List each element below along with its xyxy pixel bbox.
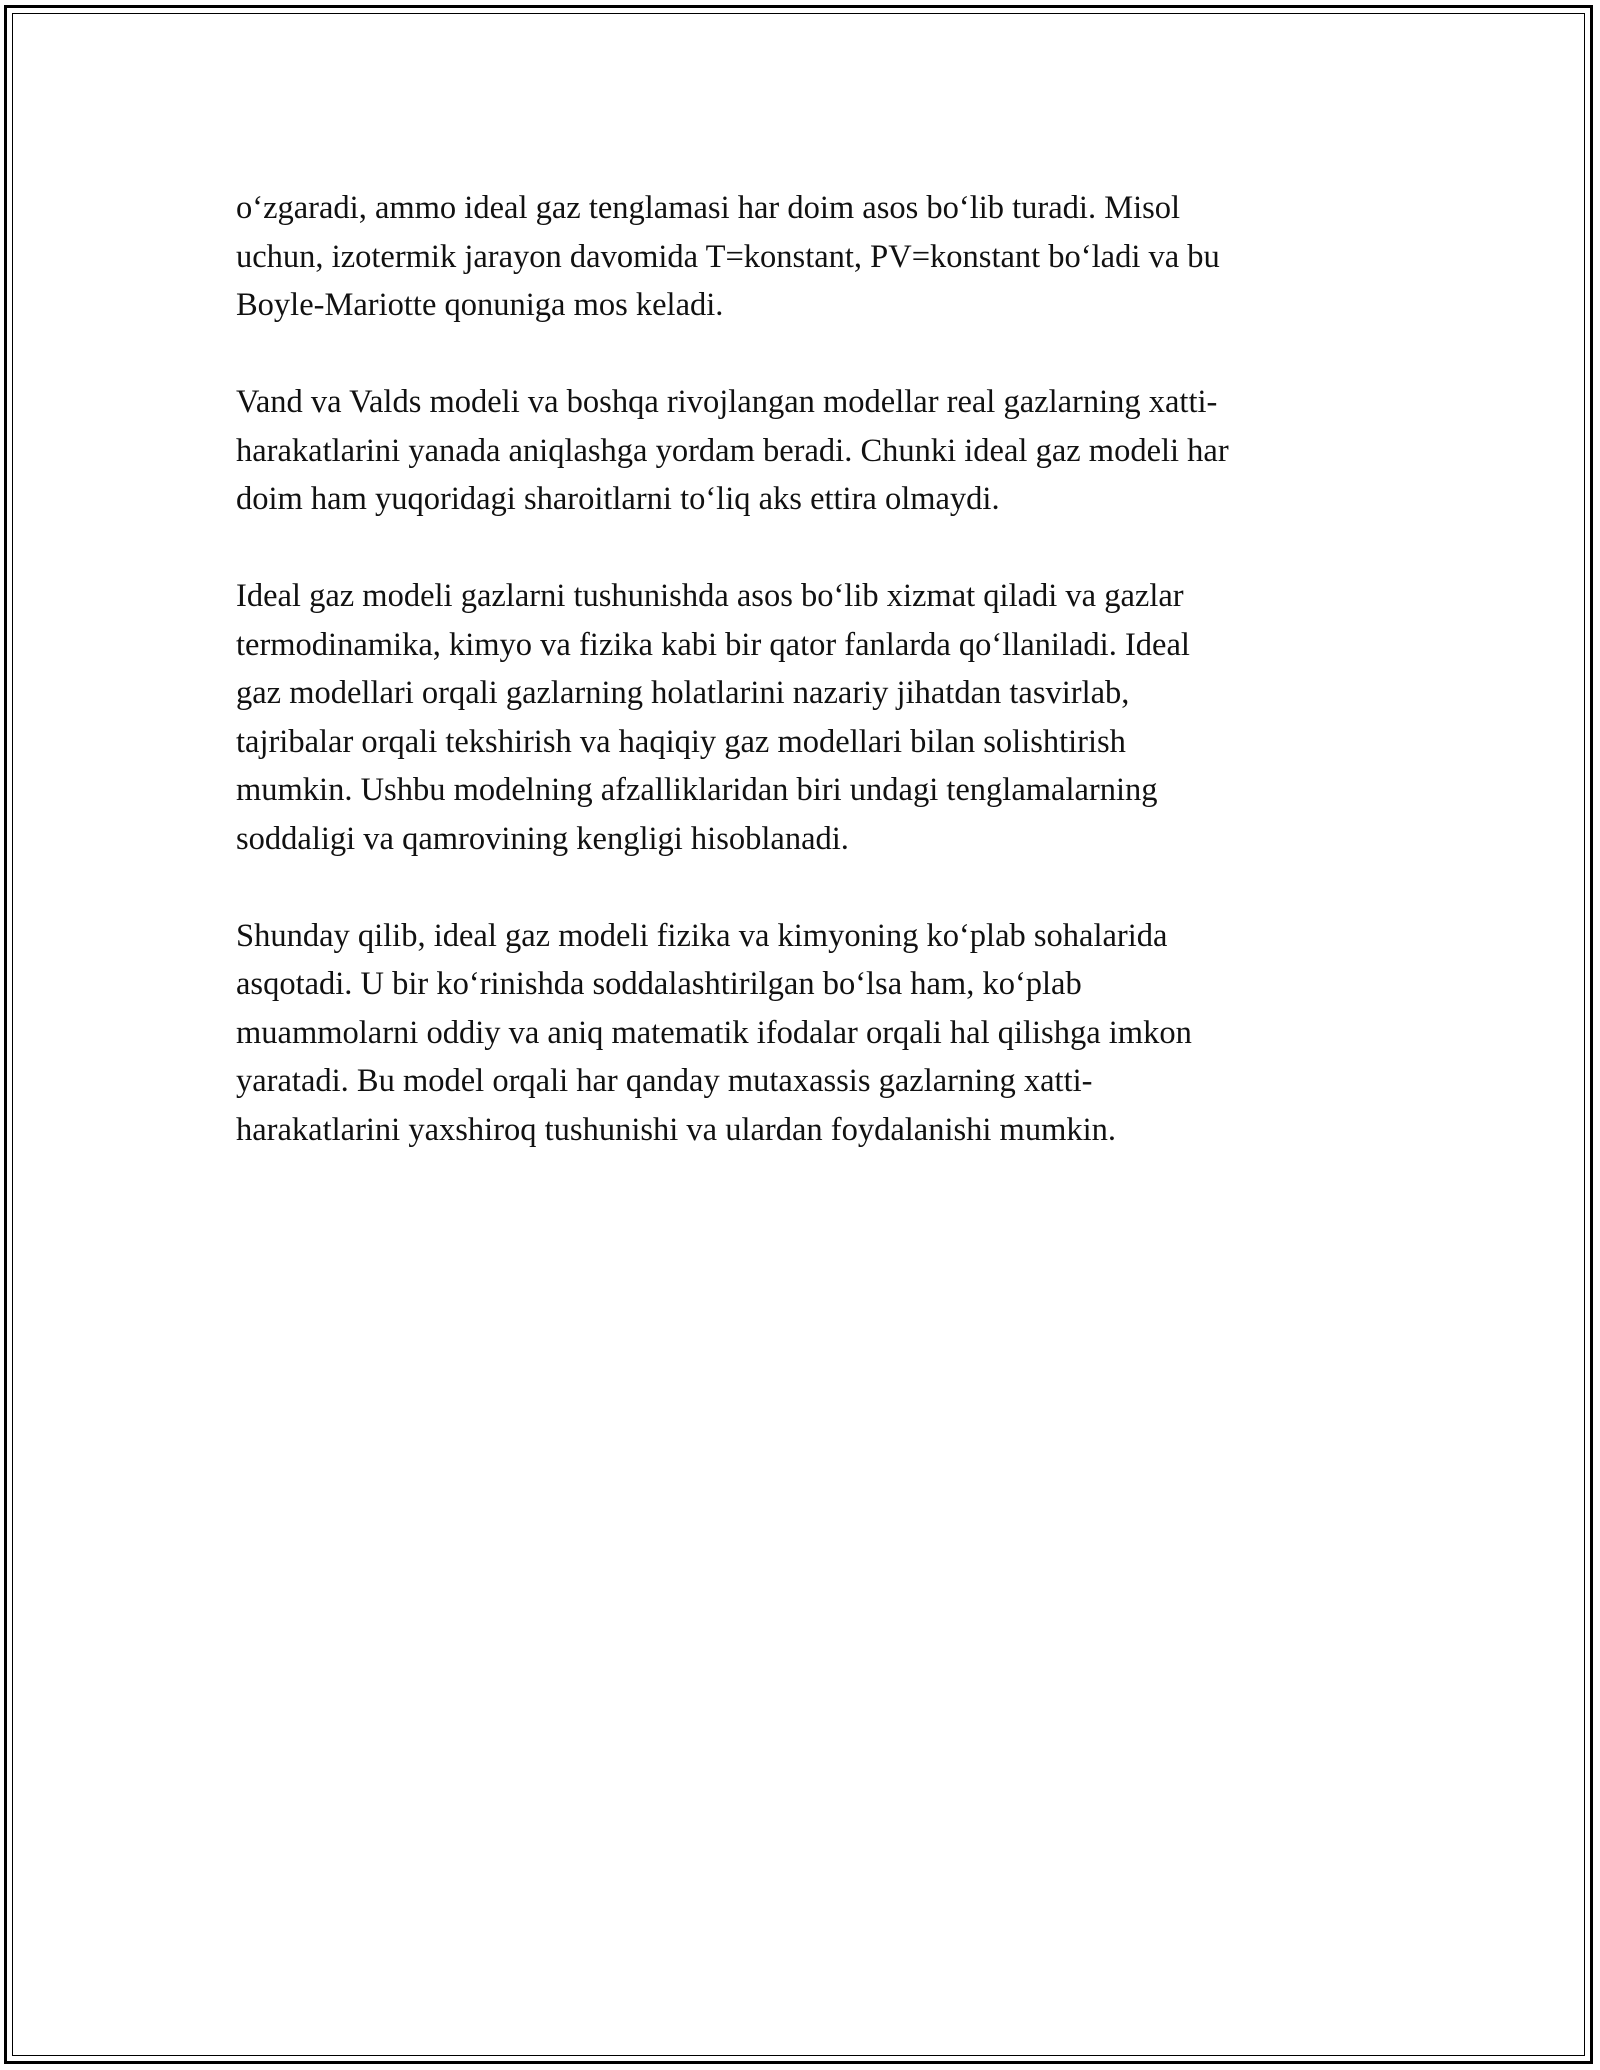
document-body	[236, 184, 1361, 1203]
paragraph-4: Shunday qilib, ideal gaz modeli fizika va kimyoning ko‘plab sohalarida asqotadi. U bir ko‘rinishda soddalashtirilgan bo‘lsa ham, ko‘plab muammolarni oddiy va aniq matematik ifodalar orqali hal qilishga imkon yaratadi. Bu model orqali har qanday mutaxassis gazlarning xatti- harakatlarini yaxshiroq tushunishi va ulardan foydalanishi mumkin.	[236, 917, 1192, 1148]
paragraph-3: Ideal gaz modeli gazlarni tushunishda asos bo‘lib xizmat qiladi va gazlar termodinamika, kimyo va fizika kabi bir qator fanlarda qo‘llaniladi. Ideal gaz modellari orqali gazlarning holatlarini nazariy jihatdan tasvirlab, tajribalar orqali tekshirish va haqiqiy gaz modellari bilan solishtirish mumkin. Ushbu modelning afzalliklaridan biri undagi tenglamalarning soddaligi va qamrovining kengligi hisoblanadi.	[236, 578, 1190, 857]
paragraph-1: o‘zgaradi, ammo ideal gaz tenglamasi har doim asos bo‘lib turadi. Misol uchun, izotermik jarayon davomida T=konstant, PV=konstant bo‘ladi va bu Boyle-Mariotte qonuniga mos keladi.	[236, 190, 1220, 323]
paragraph-2: Vand va Valds modeli va boshqa rivojlangan modellar real gazlarning xatti- harakatlarini yanada aniqlashga yordam beradi. Chunki ideal gaz modeli har doim ham yuqoridagi sharoitlarni to‘liq aks ettira olmaydi.	[236, 384, 1229, 517]
